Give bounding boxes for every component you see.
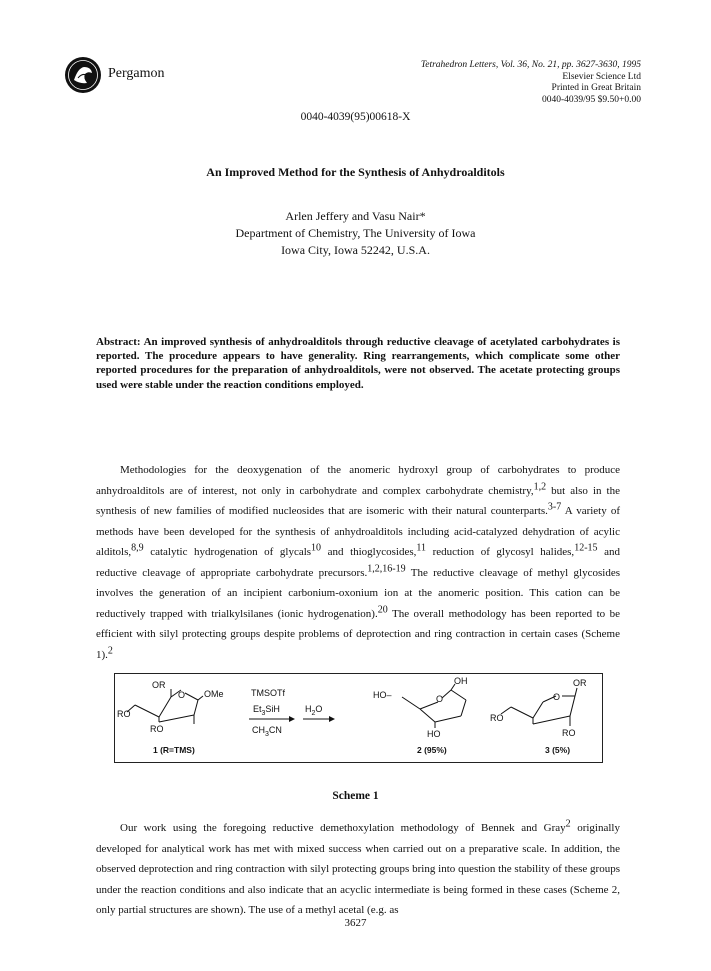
body-paragraph-1	[96, 460, 620, 665]
structure-label-ro: RO	[150, 724, 164, 734]
reagent-ch: CH	[252, 725, 265, 735]
compound-label-2: 2 (95%)	[417, 745, 447, 755]
journal-line: Elsevier Science Ltd	[562, 71, 641, 82]
abstract-text: An improved synthesis of anhydroalditols through reductive cleavage of acetylated carbohydrates is reported. The procedure appears to have generality. Ring rearrangements, which complicate some other reported procedures for the preparation of anhydroalditols, were not observed. The acetate protecting groups used were stable under the reaction conditions employed.	[96, 336, 620, 391]
abstract-label: Abstract:	[96, 336, 141, 348]
scheme-caption: Scheme 1	[332, 790, 379, 802]
paragraph-text: The overall methodology has been reported to be efficient with silyl protecting groups despite problems of deprotection and ring contraction in certain cases (Scheme 1).	[96, 607, 620, 661]
reagent-h: H	[305, 704, 312, 714]
paragraph-text: reduction of glycosyl halides,	[426, 546, 575, 558]
body-paragraph-2	[96, 818, 620, 921]
reference-superscript: 2	[565, 818, 571, 830]
reagent-tmsotf: TMSOTf	[251, 688, 285, 698]
reference-superscript: 11	[416, 542, 427, 554]
paragraph-text: and thioglycosides,	[321, 546, 417, 558]
paragraph-text: A variety of methods have been developed for the synthesis of anhydroalditols including acid-catalyzed dehydration of acylic alditols,	[96, 505, 620, 558]
journal-line: Printed in Great Britain	[551, 83, 641, 93]
structure-label-ro: RO	[117, 709, 131, 719]
reference-superscript: 10	[311, 542, 322, 554]
compound-1-structure	[127, 689, 203, 724]
doi-code: 0040-4039(95)00618-X	[300, 111, 411, 123]
scheme-1-figure	[114, 673, 603, 763]
compound-label-1: 1 (R=TMS)	[153, 745, 195, 755]
paragraph-text: but also in the synthesis of new families of modified nucleosides that are isomeric with their natural counterparts.	[96, 484, 620, 517]
reagent-et: Et	[253, 704, 262, 714]
paragraph-text: The reductive cleavage of methyl glycosides involves the generation of an incipient carbonium-oxonium ion at the anomeric position. This cation can be reductively trapped with trialkylsilanes (ionic hydrogenation).	[96, 566, 620, 620]
reagent-et-subscript: 3	[261, 710, 266, 717]
reference-superscript: 20	[377, 603, 388, 615]
affiliation-line: Iowa City, Iowa 52242, U.S.A.	[281, 243, 430, 257]
structure-label-ro: RO	[562, 728, 576, 738]
publisher-name: Pergamon	[108, 66, 165, 81]
structure-label-oh: OH	[454, 676, 468, 686]
authors: Arlen Jeffery and Vasu Nair*	[285, 209, 426, 223]
reagent-ch-subscript: 3	[265, 731, 269, 738]
paragraph-text: Our work using the foregoing reductive demethoxylation methodology of Bennek and Gray	[120, 822, 566, 834]
reaction-arrow-1	[249, 716, 295, 722]
ring-oxygen-label: O	[553, 692, 561, 702]
ring-oxygen-label: O	[178, 690, 186, 700]
reagent-ch3cn	[252, 725, 282, 738]
affiliation-line: Department of Chemistry, The University of Iowa	[235, 226, 476, 240]
reagent-h2o	[305, 704, 322, 717]
reference-superscript: 8,9	[131, 542, 144, 554]
compound-3-structure	[501, 688, 577, 726]
article-title: An Improved Method for the Synthesis of Anhydroalditols	[206, 165, 505, 179]
ring-oxygen-label: O	[436, 694, 444, 704]
paragraph-text: catalytic hydrogenation of glycals	[143, 546, 312, 558]
structure-label-or: OR	[152, 680, 166, 690]
reference-superscript: 3-7	[547, 501, 562, 513]
structure-label-ho: HO	[427, 729, 441, 739]
compound-label-3: 3 (5%)	[545, 745, 571, 755]
reaction-arrow-2	[303, 716, 335, 722]
reference-superscript: 1,2,16-19	[367, 562, 406, 574]
reagent-h-tail: O	[315, 704, 323, 714]
reagent-h-subscript: 2	[311, 710, 316, 717]
paragraph-text: Methodologies for the deoxygenation of the anomeric hydroxyl group of carbohydrates to produce anhydroalditols are of interest, not only in carbohydrate and complex carbohydrate chemistry,	[96, 464, 620, 497]
abstract	[96, 335, 620, 392]
structure-label-ome: OMe	[204, 689, 224, 699]
reference-superscript: 1,2	[533, 480, 547, 492]
structure-label-or: OR	[573, 678, 587, 688]
reference-superscript: 2	[107, 644, 113, 656]
reagent-et3sih	[253, 704, 280, 717]
structure-label-ho: HO–	[373, 690, 392, 700]
reagent-ch-tail: CN	[268, 725, 282, 735]
journal-line: 0040-4039/95 $9.50+0.00	[541, 94, 641, 105]
pergamon-logo	[64, 56, 102, 94]
reagent-et-tail: SiH	[265, 704, 280, 714]
journal-citation-block	[341, 60, 641, 106]
paragraph-text: originally developed for analytical work has met with mixed success when carried out on a preparative scale. In addition, the observed deprotection and ring contraction with silyl protecting groups bring into question the stability of these groups under the reaction conditions and also indicate that an acyclic intermediate is being formed in these cases (Scheme 2, only partial structures are shown). The use of a methyl acetal (e.g. as	[96, 822, 620, 916]
reference-superscript: 12-15	[574, 542, 598, 554]
compound-2-structure	[402, 684, 466, 728]
journal-line: Tetrahedron Letters, Vol. 36, No. 21, pp. 3627-3630, 1995	[420, 60, 641, 70]
paragraph-text: and reductive cleavage of appropriate carbohydrate precursors.	[96, 546, 620, 579]
page-number: 3627	[344, 917, 367, 929]
author-block	[0, 208, 711, 259]
structure-label-ro: RO	[490, 713, 504, 723]
